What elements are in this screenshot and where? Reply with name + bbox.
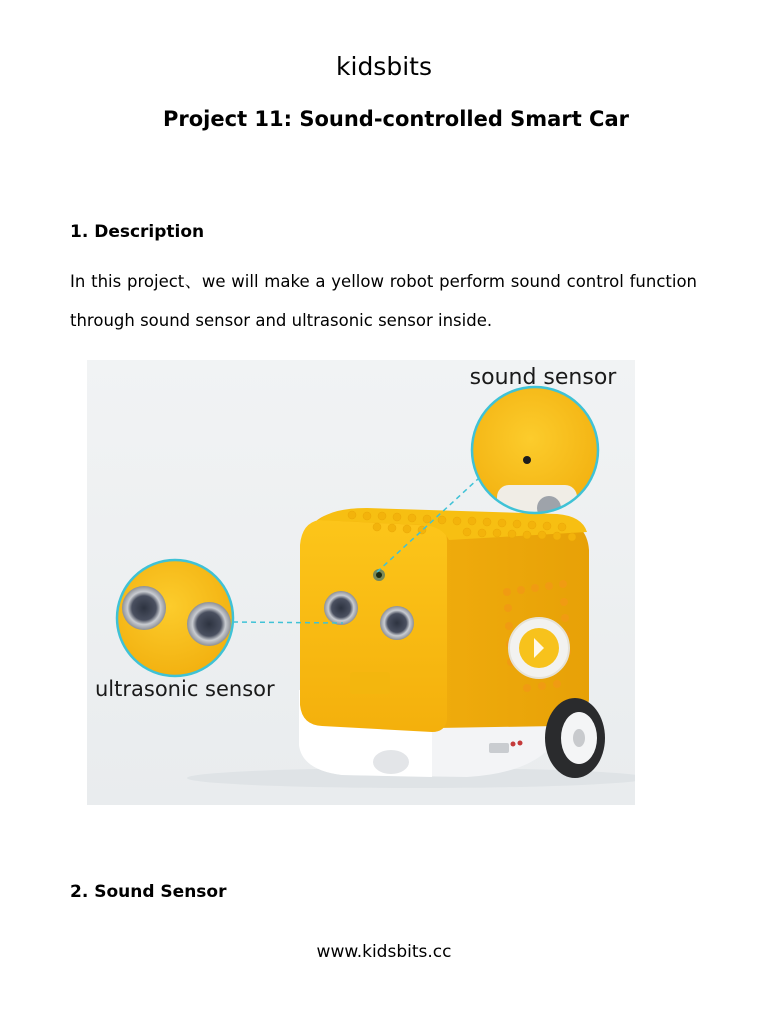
brand-title: kidsbits [336, 52, 432, 81]
sound-sensor-label: sound sensor [469, 365, 617, 390]
page-title: Project 11: Sound-controlled Smart Car [163, 107, 629, 131]
footer-url: www.kidsbits.cc [316, 942, 452, 962]
description-paragraph: In this project、we will make a yellow robot perform sound control function through sound sensor and ultrasonic sensor inside. [70, 272, 697, 330]
section-heading-description: 1. Description [70, 222, 205, 242]
wheel [545, 698, 605, 778]
ultrasonic-sensor-label: ultrasonic sensor [95, 677, 275, 701]
robot-illustration [87, 360, 635, 805]
section-heading-sound-sensor: 2. Sound Sensor [70, 882, 227, 902]
robot-figure [87, 360, 635, 805]
robot-body [300, 508, 589, 732]
